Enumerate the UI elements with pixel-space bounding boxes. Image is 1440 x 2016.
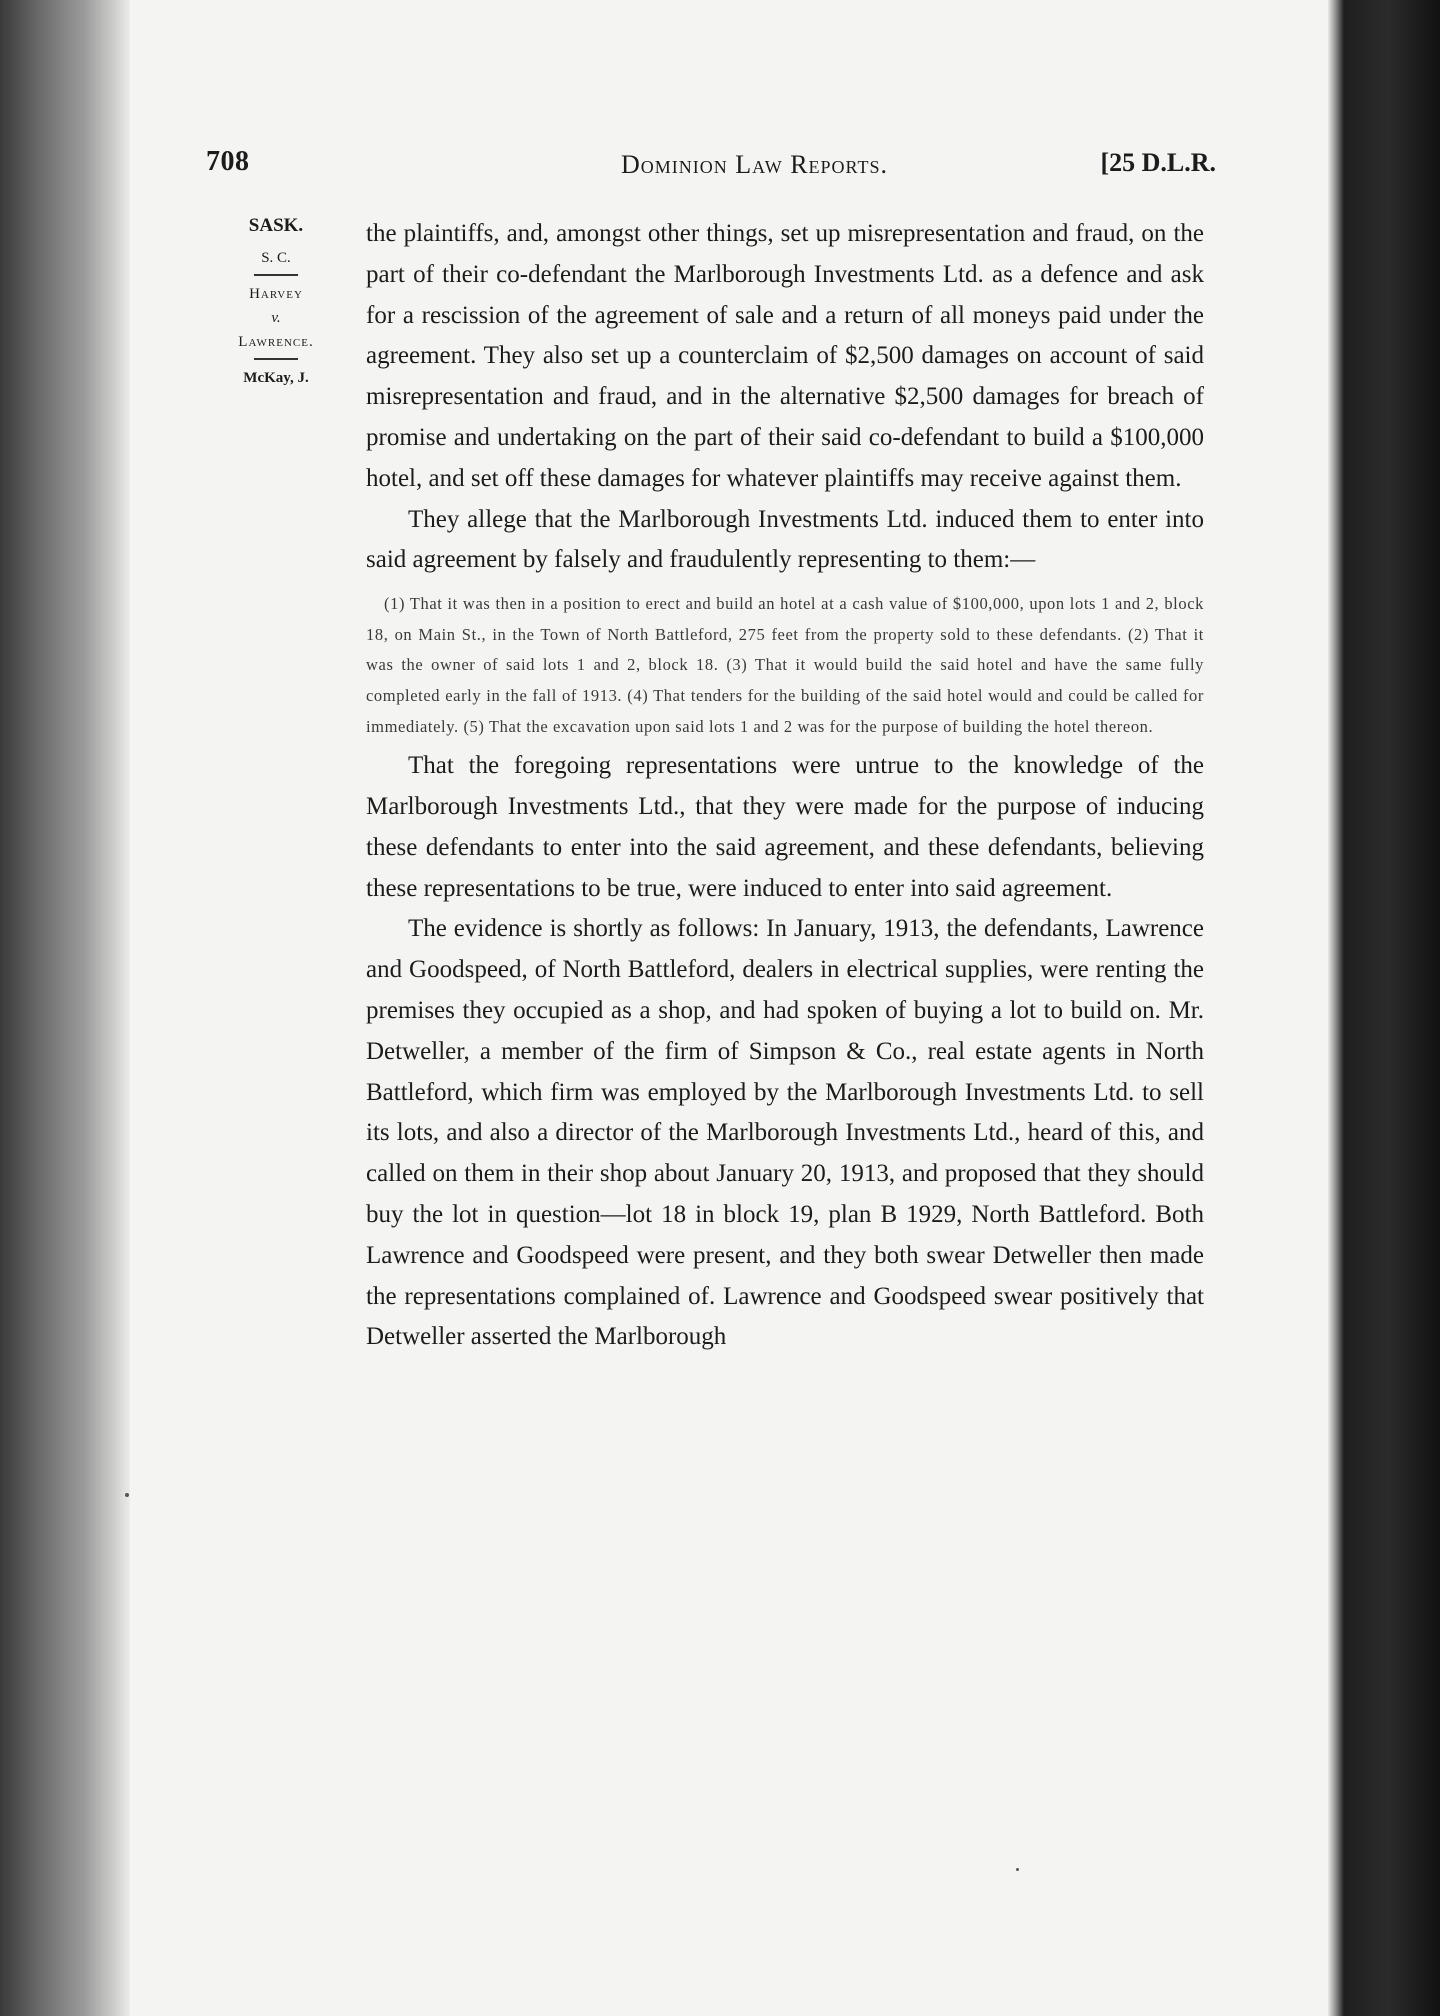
paragraph-continued: the plaintiffs, and, amongst other things, set up misrepresentation and fraud, on the part of their co-defendant the Marlborough Investments Ltd. as a defence and ask for a rescission of the agreement of sale and a return of all moneys paid under the agreement. They also set up a counterclaim of $2,500 damages on account of said misrepresentation and fraud, and in the alternative $2,500 damages for breach of promise and undertaking on the part of their said co-defendant to build a $100,000 hotel, and set off these damages for whatever plaintiffs may receive against them. — [366, 220, 1204, 492]
margin-rule — [254, 358, 298, 360]
page-header — [206, 146, 1216, 186]
scan-speck — [125, 1493, 129, 1497]
paragraph: That the foregoing representations were untrue to the knowledge of the Marlborough Investments Ltd., that they were made for the purpose of inducing these defendants to enter into the said agreement, and these defendants, believing these representations to be true, were induced to enter into said agreement. — [366, 752, 1204, 902]
quoted-allegations: (1) That it was then in a position to erect and build an hotel at a cash value of $100,000, upon lots 1 and 2, block 18, on Main St., in the Town of North Battleford, 275 feet from the property sold to these defendants. (2) That it was the owner of said lots 1 and 2, block 18. (3) That it would build the said hotel and have the same fully completed early in the fall of 1913. (4) That tenders for the building of the said hotel would and could be called for immediately. (5) That the excavation upon said lots 1 and 2 was for the purpose of building the hotel thereon. — [366, 594, 1204, 736]
case-party-one: Harvey — [249, 286, 303, 302]
running-title: Dominion Law Reports. — [621, 150, 888, 179]
volume-reference: [25 D.L.R. — [1100, 148, 1216, 177]
page-number: 708 — [206, 146, 250, 177]
case-party-two: Lawrence. — [238, 334, 314, 350]
scan-speck — [1016, 1868, 1019, 1871]
paragraph: They allege that the Marlborough Investments Ltd. induced them to enter into said agreement by falsely and fraudulently representing to them:— — [366, 505, 1204, 574]
book-binding-left — [0, 0, 130, 2016]
margin-rule — [254, 274, 298, 276]
court-label: S. C. — [261, 250, 291, 266]
paragraph: The evidence is shortly as follows: In January, 1913, the defendants, Lawrence and Goodspeed, of North Battleford, dealers in electrical supplies, were renting the premises they occupied as a shop, and had spoken of buying a lot to build on. Mr. Detweller, a member of the firm of Simpson & Co., real estate agents in North Battleford, which firm was employed by the Marlborough Investments Ltd. to sell its lots, and also a director of the Marlborough Investments Ltd., heard of this, and called on them in their shop about January 20, 1913, and proposed that they should buy the lot in question—lot 18 in block 19, plan B 1929, North Battleford. Both Lawrence and Goodspeed were present, and they both swear Detweller then made the representations complained of. Lawrence and Goodspeed swear positively that Detweller asserted the Marlborough — [366, 915, 1204, 1351]
body-text — [366, 214, 1204, 1358]
judge-label: McKay, J. — [243, 370, 309, 386]
page-edge-right — [1328, 0, 1440, 2016]
case-versus: v. — [271, 310, 281, 326]
province-label: SASK. — [248, 215, 304, 236]
side-margin-notes — [206, 214, 346, 390]
